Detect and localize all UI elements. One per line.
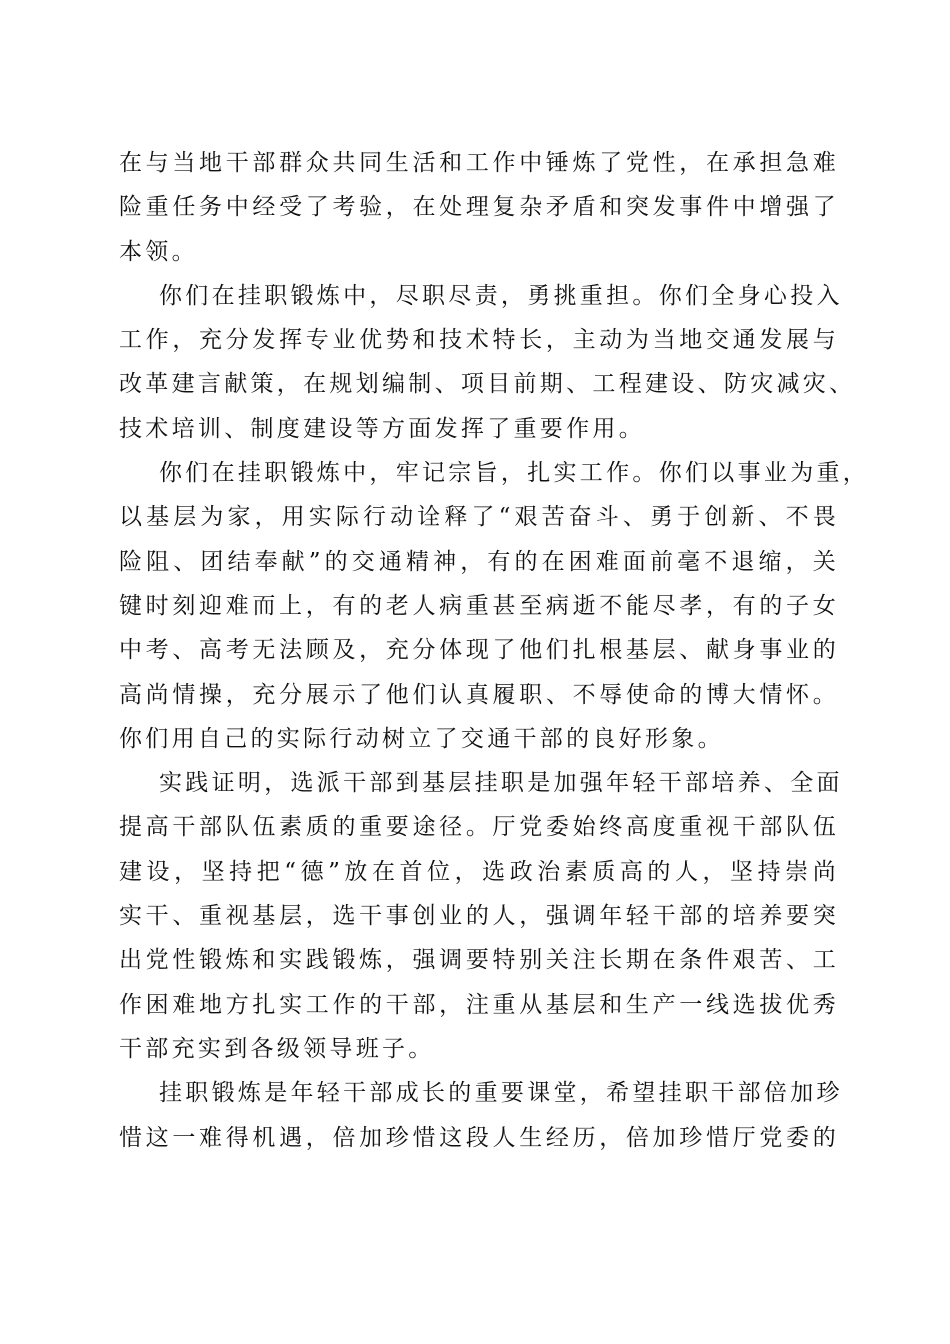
text-line: 键时刻迎难而上，有的老人病重甚至病逝不能尽孝，有的子女 [119,592,839,619]
text-line: 实干、重视基层，选干事创业的人，强调年轻干部的培养要突 [119,903,839,930]
paragraph-first-line: 你们在挂职锻炼中，牢记宗旨，扎实工作。你们以事业为重， [159,460,870,487]
text-line: 干部充实到各级领导班子。 [119,1035,435,1062]
text-line: 你们用自己的实际行动树立了交通干部的良好形象。 [119,725,724,752]
text-line: 险重任务中经受了考验，在处理复杂矛盾和突发事件中增强了 [119,194,839,221]
text-line: 技术培训、制度建设等方面发挥了重要作用。 [119,415,645,442]
paragraph-first-line: 挂职锻炼是年轻干部成长的重要课堂，希望挂职干部倍加珍 [159,1080,843,1107]
text-line: 本领。 [119,238,198,265]
text-line: 在与当地干部群众共同生活和工作中锤炼了党性，在承担急难 [119,150,839,176]
text-line: 工作，充分发挥专业优势和技术特长，主动为当地交通发展与 [119,327,839,354]
text-line: 以基层为家，用实际行动诠释了“艰苦奋斗、勇于创新、不畏 [119,504,839,531]
text-line: 提高干部队伍素质的重要途径。厅党委始终高度重视干部队伍 [119,814,839,841]
paragraph-first-line: 实践证明，选派干部到基层挂职是加强年轻干部培养、全面 [159,770,843,797]
document-body [119,141,870,1160]
text-line: 出党性锻炼和实践锻炼，强调要特别关注长期在条件艰苦、工 [119,947,839,974]
text-line: 中考、高考无法顾及，充分体现了他们扎根基层、献身事业的 [119,637,839,664]
text-line: 改革建言献策，在规划编制、项目前期、工程建设、防灾减灾、 [119,371,856,398]
text-line: 惜这一难得机遇，倍加珍惜这段人生经历，倍加珍惜厅党委的 [119,1124,839,1151]
text-line: 建设，坚持把“德”放在首位，选政治素质高的人，坚持崇尚 [119,858,839,885]
text-line: 作困难地方扎实工作的干部，注重从基层和生产一线选拔优秀 [119,991,839,1018]
text-line: 高尚情操，充分展示了他们认真履职、不辱使命的博大情怀。 [119,681,839,708]
paragraph-first-line: 你们在挂职锻炼中，尽职尽责，勇挑重担。你们全身心投入 [159,282,843,309]
text-line: 险阻、团结奉献”的交通精神，有的在困难面前毫不退缩，关 [119,548,839,575]
